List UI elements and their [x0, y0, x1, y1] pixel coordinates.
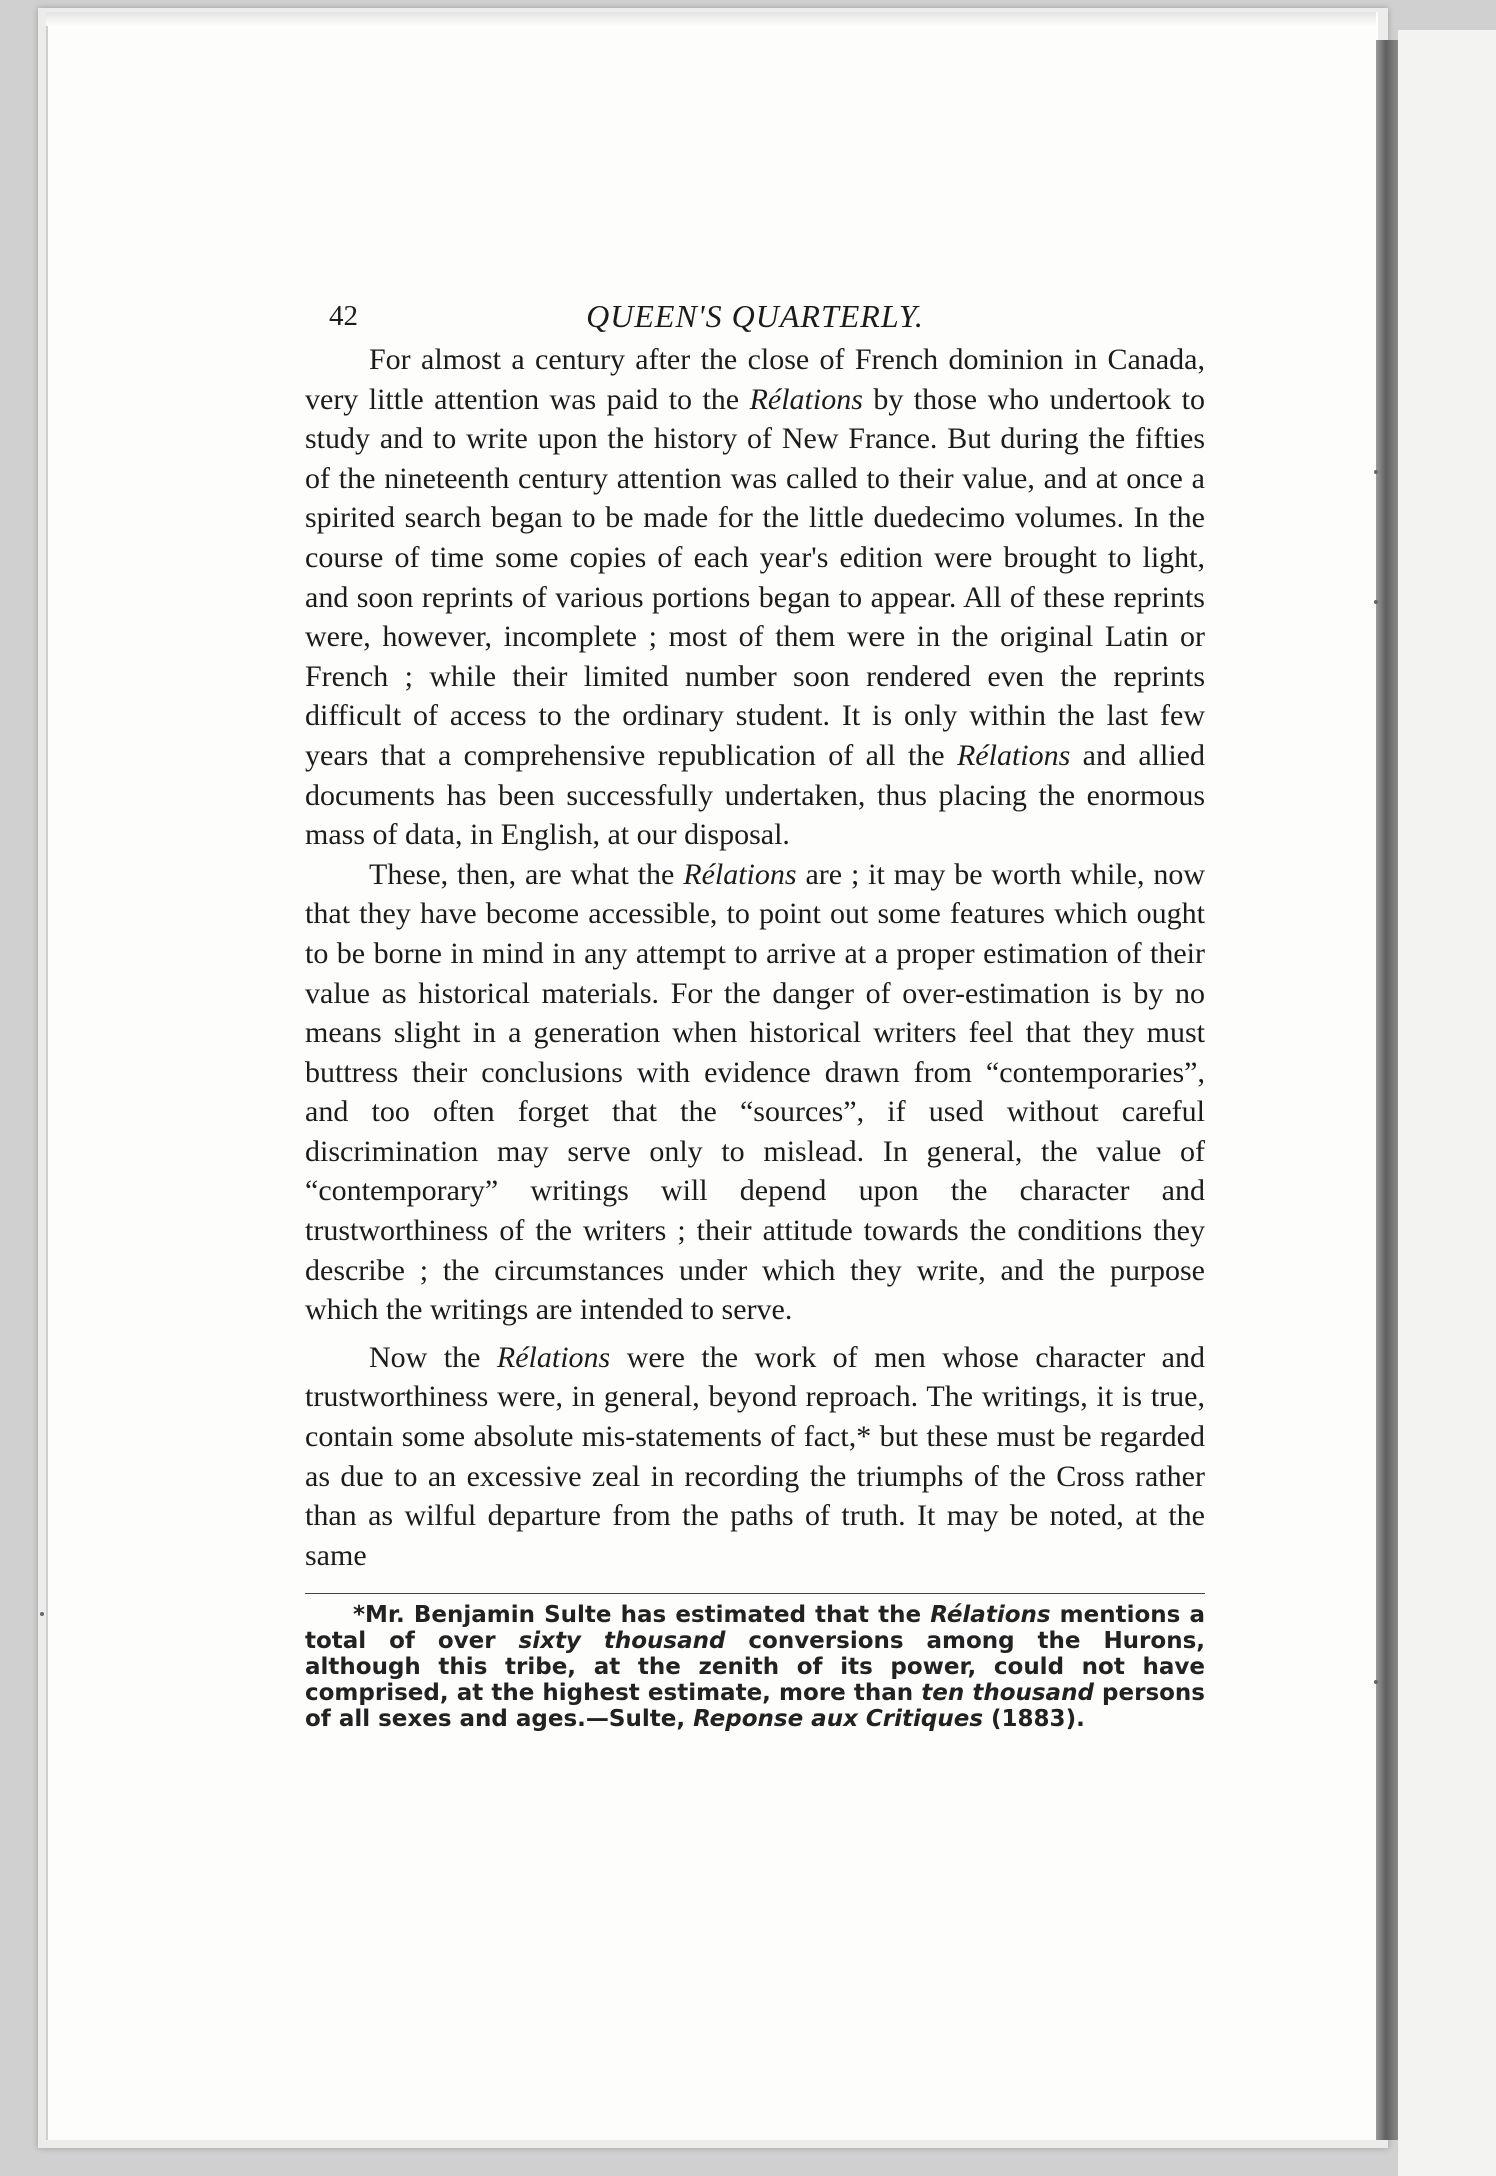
paragraph-text: and allied documents has been successfully undertaken, thus placing the enormous mass of data, in English, at our disposal.	[305, 738, 1205, 852]
paragraph-text: These, then, are what the	[369, 857, 684, 891]
paragraph-text: by those who undertook to study and to write upon the history of New France. But during the fifties of the nineteenth century attention was called to their value, and at once a spirited search began to be made for the little duedecimo volumes. In the course of time some copies of each year's edition were brought to light, and soon reprints of various portions began to appear. All of these reprints were, however, incomplete ; most of them were in the original Latin or French ; while their limited number soon rendered even the reprints difficult of access to the ordinary student. It is only within the last few years that a comprehensive republication of all the	[305, 382, 1205, 772]
scan-speck	[1374, 1680, 1378, 1684]
journal-title: QUEEN'S QUARTERLY.	[586, 298, 924, 334]
paragraph-text: For almost a century after the close of French dominion in Canada, very little attention was paid to the	[305, 343, 1205, 416]
paragraph-2	[305, 855, 1205, 1330]
italic-term: Rélations	[683, 857, 797, 891]
page-content	[305, 290, 1205, 1732]
page-top-edge	[46, 12, 1376, 26]
facing-page-edge	[1398, 30, 1496, 2176]
footnote-rule	[305, 1593, 1205, 1594]
footnote-text: (1883).	[983, 1706, 1085, 1733]
paragraph-3	[305, 1338, 1205, 1576]
body-text	[305, 340, 1205, 1575]
scan-speck	[40, 1612, 44, 1616]
italic-term: Rélations	[749, 382, 863, 416]
italic-term: Rélations	[496, 1340, 611, 1374]
footnote-text: mentions a total of over	[305, 1602, 1206, 1655]
footnote	[305, 1602, 1205, 1732]
italic-term: Rélations	[956, 738, 1071, 772]
footnote-italic: sixty thousand	[518, 1628, 726, 1655]
paragraph-text: are ; it may be worth while, now that they have become accessible, to point out some features which ought to be borne in mind in any attempt to arrive at a proper estimation of their value as historical materials. For the danger of over-estimation is by no means slight in a generation when historical writers feel that they must buttress their conclusions with evidence drawn from “contemporaries”, and too often forget that the “sources”, if used without careful discrimination may serve only to mislead. In general, the value of “contemporary” writings will depend upon the character and trustworthiness of the writers ; their attitude towards the conditions they describe ; the circumstances under which they write, and the purpose which the writings are intended to serve.	[305, 857, 1205, 1327]
scan-speck	[1374, 470, 1378, 474]
paragraph-1	[305, 340, 1205, 855]
footnote-text: *Mr. Benjamin Sulte has estimated that the	[353, 1602, 931, 1629]
footnote-text: persons of all sexes and ages.—Sulte,	[305, 1680, 1206, 1733]
scan-speck	[1374, 600, 1378, 604]
page-number: 42	[329, 300, 358, 332]
book-spine	[1376, 40, 1398, 2140]
footnote-italic: Rélations	[930, 1602, 1051, 1629]
footnote-italic: Reponse aux Critiques	[693, 1706, 984, 1733]
paragraph-text: were the work of men whose character and trustworthiness were, in general, beyond reproach. The writings, it is true, contain some absolute mis-statements of fact,* but these must be regarded as due to an excessive zeal in recording the triumphs of the Cross rather than as wilful departure from the paths of truth. It may be noted, at the same	[305, 1340, 1205, 1572]
footnote-italic: ten thousand	[921, 1680, 1094, 1707]
paragraph-text: Now the	[369, 1340, 497, 1374]
running-head	[305, 290, 1205, 340]
footnote-text: conversions among the Hurons, although this tribe, at the zenith of its power, could not have comprised, at the highest estimate, more than	[305, 1628, 1206, 1707]
